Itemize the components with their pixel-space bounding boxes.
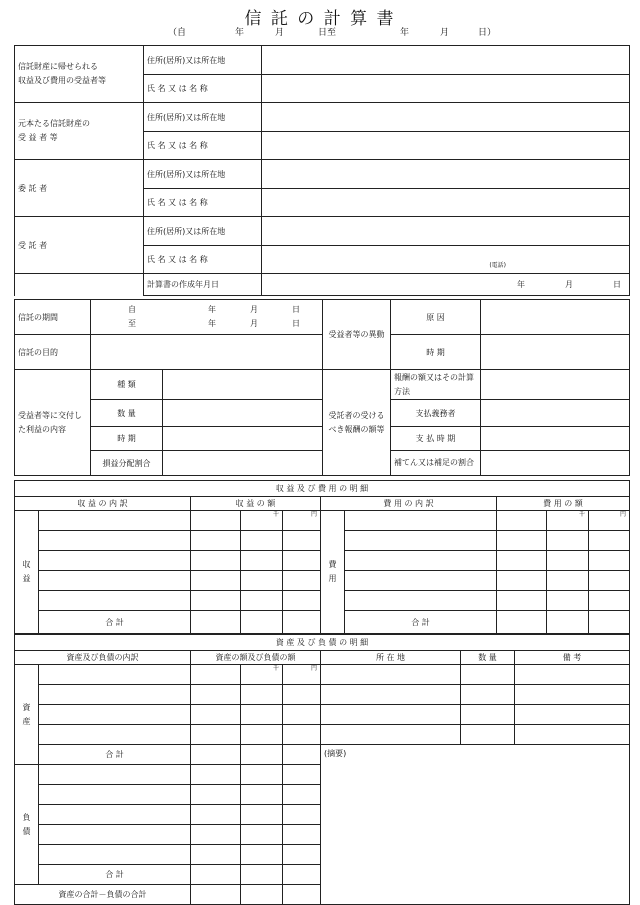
expense-row[interactable] bbox=[345, 531, 497, 551]
kind-field[interactable] bbox=[163, 370, 323, 400]
settlor-address-field[interactable] bbox=[262, 160, 630, 189]
revenue-side-label: 収 益 bbox=[15, 511, 39, 634]
principal-label: 元本たる信託財産の 受 益 者 等 bbox=[15, 103, 144, 160]
fee-amount-label: 報酬の額又はその計算方法 bbox=[391, 370, 481, 400]
supplement-label: 補てん又は補足の割合 bbox=[391, 451, 481, 476]
prepared-date-field[interactable]: 年 月 日 bbox=[262, 274, 630, 296]
principal-address-field[interactable] bbox=[262, 103, 630, 132]
kind-label: 種 類 bbox=[91, 370, 163, 400]
liability-row[interactable] bbox=[39, 785, 191, 805]
net-total-label: 資産の合計－負債の合計 bbox=[15, 885, 191, 905]
prepared-date-label: 計算書の作成年月日 bbox=[144, 274, 262, 296]
asset-total-label: 合 計 bbox=[39, 745, 191, 765]
trust-purpose-label: 信託の目的 bbox=[15, 335, 91, 370]
liability-row[interactable] bbox=[39, 805, 191, 825]
period-year-2: 年 bbox=[400, 28, 410, 38]
summary-field[interactable] bbox=[321, 745, 630, 905]
period-day-1: 日至 bbox=[318, 28, 337, 38]
note-field[interactable] bbox=[515, 725, 630, 745]
location-header: 所 在 地 bbox=[321, 651, 461, 665]
expense-amount-header: 費 用 の 額 bbox=[497, 497, 630, 511]
note-field[interactable] bbox=[515, 705, 630, 725]
change-time-field[interactable] bbox=[481, 335, 630, 370]
asset-row[interactable] bbox=[39, 705, 191, 725]
quantity-field[interactable] bbox=[461, 725, 515, 745]
trust-details-table bbox=[14, 299, 630, 476]
expense-row[interactable] bbox=[345, 591, 497, 611]
note-field[interactable] bbox=[515, 665, 630, 685]
payer-label: 支払義務者 bbox=[391, 400, 481, 427]
trustee-label: 受 託 者 bbox=[15, 217, 144, 274]
timing-field[interactable] bbox=[163, 427, 323, 451]
location-field[interactable] bbox=[321, 725, 461, 745]
trust-period-field[interactable]: 自 年 月 日 至 年 月 日 bbox=[91, 300, 323, 335]
period-month-2: 月 bbox=[440, 28, 450, 38]
period-day-2: 日） bbox=[478, 28, 497, 38]
fee-amount-field[interactable] bbox=[481, 370, 630, 400]
asset-detail-header: 資産及び負債の内訳 bbox=[15, 651, 191, 665]
expense-row[interactable] bbox=[345, 511, 497, 531]
payer-field[interactable] bbox=[481, 400, 630, 427]
income-section-title: 収 益 及 び 費 用 の 明 細 bbox=[15, 481, 630, 497]
trustee-address-field[interactable] bbox=[262, 217, 630, 246]
location-field[interactable] bbox=[321, 705, 461, 725]
benefit-content-label: 受益者等に交付した利益の内容 bbox=[15, 370, 91, 476]
period-year-1: 年 bbox=[235, 28, 245, 38]
quantity-label: 数 量 bbox=[91, 400, 163, 427]
location-field[interactable] bbox=[321, 685, 461, 705]
tel-label: (電話) bbox=[489, 262, 506, 269]
address-label: 住所(居所)又は所在地 bbox=[144, 217, 262, 246]
beneficiary-label: 信託財産に帰せられる 収益及び費用の受益者等 bbox=[15, 46, 144, 103]
revenue-row[interactable] bbox=[39, 551, 191, 571]
pay-time-label: 支 払 時 期 bbox=[391, 427, 481, 451]
beneficiary-change-label: 受益者等の異動 bbox=[323, 300, 391, 370]
revenue-row[interactable] bbox=[39, 571, 191, 591]
quantity-field[interactable] bbox=[163, 400, 323, 427]
summary-label: (摘要) bbox=[324, 749, 347, 758]
expense-row[interactable] bbox=[345, 571, 497, 591]
form-title: 信 託 の 計 算 書 bbox=[244, 9, 396, 29]
quantity-header: 数 量 bbox=[461, 651, 515, 665]
revenue-row[interactable] bbox=[39, 591, 191, 611]
principal-name-field[interactable] bbox=[262, 132, 630, 160]
liability-total-label: 合 計 bbox=[39, 865, 191, 885]
timing-label: 時 期 bbox=[91, 427, 163, 451]
address-label: 住所(居所)又は所在地 bbox=[144, 46, 262, 75]
location-field[interactable] bbox=[321, 665, 461, 685]
trust-period-label: 信託の期間 bbox=[15, 300, 91, 335]
ratio-field[interactable] bbox=[163, 451, 323, 476]
beneficiary-name-field[interactable] bbox=[262, 75, 630, 103]
name-label: 氏 名 又 は 名 称 bbox=[144, 75, 262, 103]
trustee-fee-label: 受託者の受けるべき報酬の額等 bbox=[323, 370, 391, 476]
asset-amount-header: 資産の額及び負債の額 bbox=[191, 651, 321, 665]
name-label: 氏 名 又 は 名 称 bbox=[144, 189, 262, 217]
name-label: 氏 名 又 は 名 称 bbox=[144, 246, 262, 274]
pay-time-field[interactable] bbox=[481, 427, 630, 451]
quantity-field[interactable] bbox=[461, 705, 515, 725]
period-month-1: 月 bbox=[275, 28, 285, 38]
address-label: 住所(居所)又は所在地 bbox=[144, 160, 262, 189]
beneficiary-address-field[interactable] bbox=[262, 46, 630, 75]
settlor-label: 委 託 者 bbox=[15, 160, 144, 217]
assets-section-title: 資 産 及 び 負 債 の 明 細 bbox=[15, 635, 630, 651]
parties-table bbox=[14, 45, 630, 296]
asset-row[interactable] bbox=[39, 685, 191, 705]
expense-total-label: 合 計 bbox=[345, 611, 497, 634]
revenue-row[interactable] bbox=[39, 531, 191, 551]
note-header: 備 考 bbox=[515, 651, 630, 665]
address-label: 住所(居所)又は所在地 bbox=[144, 103, 262, 132]
assets-liabilities-table: 資 産 及 び 負 債 の 明 細 資産及び負債の内訳 資産の額及び負債の額 所 在 地 数 量 備 考 資 産 千 円 合 計 (摘要) 負 債 合 計 資産の合計－負債の合計 bbox=[14, 634, 630, 905]
supplement-field[interactable] bbox=[481, 451, 630, 476]
reason-label: 原 因 bbox=[391, 300, 481, 335]
revenue-row[interactable] bbox=[39, 511, 191, 531]
liability-row[interactable] bbox=[39, 765, 191, 785]
settlor-name-field[interactable] bbox=[262, 189, 630, 217]
trustee-name-field[interactable] bbox=[262, 246, 630, 274]
expense-detail-header: 費 用 の 内 訳 bbox=[321, 497, 497, 511]
quantity-field[interactable] bbox=[461, 685, 515, 705]
period-open: （自 bbox=[168, 28, 187, 38]
quantity-field[interactable] bbox=[461, 665, 515, 685]
asset-side-label: 資 産 bbox=[15, 665, 39, 765]
revenue-detail-header: 収 益 の 内 訳 bbox=[15, 497, 191, 511]
expense-side-label: 費 用 bbox=[321, 511, 345, 634]
asset-row[interactable] bbox=[39, 665, 191, 685]
expense-row[interactable] bbox=[345, 551, 497, 571]
revenue-total-label: 合 計 bbox=[39, 611, 191, 634]
change-time-label: 時 期 bbox=[391, 335, 481, 370]
name-label: 氏 名 又 は 名 称 bbox=[144, 132, 262, 160]
liability-row[interactable] bbox=[39, 845, 191, 865]
ratio-label: 損益分配割合 bbox=[91, 451, 163, 476]
income-expense-table: 収 益 及 び 費 用 の 明 細 収 益 の 内 訳 収 益 の 額 費 用 の 内 訳 費 用 の 額 収 益 千 円 費 用 千 円 合 計 合 計 bbox=[14, 480, 630, 634]
revenue-amount-header: 収 益 の 額 bbox=[191, 497, 321, 511]
trust-purpose-field[interactable] bbox=[91, 335, 323, 370]
liability-row[interactable] bbox=[39, 825, 191, 845]
asset-row[interactable] bbox=[39, 725, 191, 745]
note-field[interactable] bbox=[515, 685, 630, 705]
liability-side-label: 負 債 bbox=[15, 765, 39, 885]
reason-field[interactable] bbox=[481, 300, 630, 335]
